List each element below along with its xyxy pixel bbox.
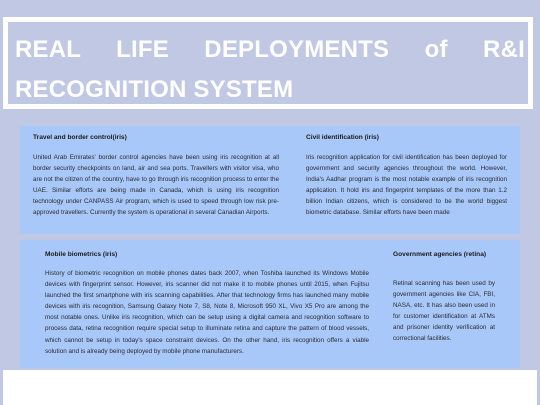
title-box xyxy=(3,17,533,109)
page-title: REAL LIFE DEPLOYMENTS of R&I RECOGNITION SYSTEM xyxy=(15,36,525,103)
travel-body: United Arab Emirates' border control agencies have been using iris recognition at all border security checkpoints on land, air and sea ports. Travellers with visitor visa, who are not the citizen of the country, have to go through iris recognition process to enter the UAE. Similar efforts are being made in Canada, which is using iris recognition technology under CANPASS Air program, which is used to speed through low risk pre-approved travellers. Currently the system is operational in several Canadian Airports. xyxy=(33,154,279,217)
civil-body: Iris recognition application for civil identification has been deployed for government and security agencies throughout the world. However, India's Aadhar program is the most notable example of iris recognition application. It hold iris and fingerprint templates of the more than 1.2 billion Indian citizens, which is considered to be the world biggest biometric database. Similar efforts have been made xyxy=(306,154,507,217)
top-panel xyxy=(20,126,520,234)
government-heading: Government agencies (retina) xyxy=(393,251,487,258)
mobile-body: History of biometric recognition on mobile phones dates back 2007, when Toshiba launched its Windows Mobile devices with fingerprint sensor. However, iris scanner did not make it to mobile phones until 2015, when Fujitsu launched the first smartphone with iris scanning capabilities. After that technology firms has launched many mobile devices with iris recognition, Samsung Galaxy Note 7, S8, Note 8, Microsoft 950 XL, Vivo X5 Pro are among the most notable ones. Unlike iris recognition, which can be setup using a digital camera and recognition software to process data, retina recognition require special setup to illuminate retina and capture the pattern of blood vessels, which cannot be setup in today's space constraint devices. On the other hand, iris recognition offers a viable solution and is already being deployed by mobile phone manufacturers. xyxy=(45,270,369,355)
travel-heading: Travel and border control(iris) xyxy=(33,134,127,141)
government-body: Retinal scanning has been used by government agencies like CIA, FBI, NASA, etc. It has also been used in for customer identification at ATMs and prisoner identity verification at correctional facilities. xyxy=(393,280,495,343)
bottom-strip xyxy=(3,370,537,405)
bottom-panel xyxy=(20,240,520,368)
mobile-heading: Mobile biometrics (iris) xyxy=(45,251,118,258)
civil-heading: Civil identification (iris) xyxy=(306,134,379,141)
